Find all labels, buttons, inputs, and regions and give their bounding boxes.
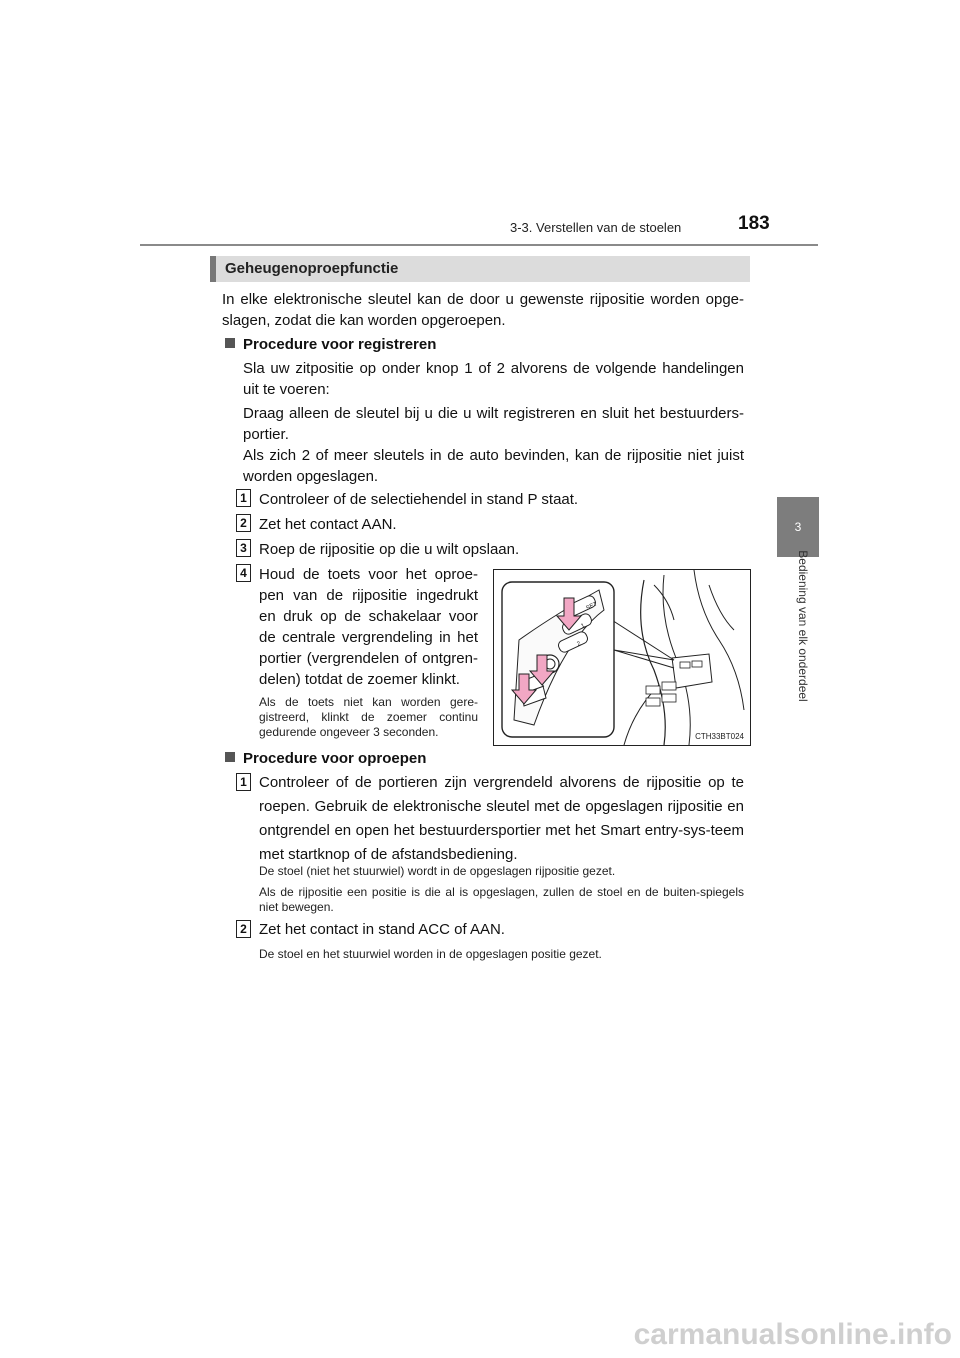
header-divider [140,244,818,246]
register-step-3-text: Roep de rijpositie op die u wilt opslaan. [259,541,520,558]
step-number-box: 4 [236,564,251,582]
set-button-label: SET [585,601,599,612]
register-para-2: Draag alleen de sleutel bij u die u wilt registreren en sluit het bestuurders-portier. [243,405,744,443]
register-step-2-text: Zet het contact AAN. [259,516,397,533]
recall-heading [225,748,426,769]
chapter-tab: 3 [777,497,819,557]
page-number: 183 [738,213,770,234]
intro-paragraph: In elke elektronische sleutel kan de door u gewenste rijpositie worden opge-slagen, zodat die kan worden opgeroepen. [222,291,744,329]
step-number-box: 1 [236,489,251,507]
register-para-3: Als zich 2 of meer sleutels in de auto bevinden, kan de rijpositie niet juist worden opgeslagen. [243,447,744,485]
bullet-square-icon [225,338,235,348]
chapter-tab-label: Bediening van elk onderdeel [796,550,810,702]
register-para-1: Sla uw zitpositie op onder knop 1 of 2 alvorens de volgende handelingen uit te voeren: [243,360,744,398]
register-note: Als de toets niet kan worden gere-gistreerd, klinkt de zoemer continu gedurende ongeveer 3 seconden. [259,695,478,739]
register-step-1-text: Controleer of de selectiehendel in stand P staat. [259,491,579,508]
step-number-box: 3 [236,539,251,557]
door-panel-drawing [494,570,750,745]
register-heading [225,334,436,355]
memory-button-1-label: 1 [580,622,586,630]
bullet-square-icon [225,752,235,762]
recall-step-1-text: Controleer of de portieren zijn vergrendeld alvorens de rijpositie op te roepen. Gebruik de elektronische sleutel met de opgeslagen rijpositie en ontgrendel en open het bestuurdersportier met het Smart entry-sys-teem met startknop of de afstandsbediening. [259,774,744,863]
section-marker [210,256,216,282]
step-number-box: 2 [236,514,251,532]
recall-note-1: De stoel (niet het stuurwiel) wordt in de opgeslagen rijpositie gezet. [259,864,616,878]
section-header-bar [210,256,750,282]
register-heading-text: Procedure voor registreren [243,336,437,353]
recall-heading-text: Procedure voor oproepen [243,750,427,767]
door-switch-panel [646,654,712,706]
step-number-box: 1 [236,773,251,791]
memory-button-2-label: 2 [576,640,582,648]
recall-step-2-text: Zet het contact in stand ACC of AAN. [259,921,505,938]
watermark: carmanualsonline.info [633,1318,952,1351]
figure-code: CTH33BT024 [695,732,744,741]
recall-note-3: De stoel en het stuurwiel worden in de opgeslagen positie gezet. [259,947,602,961]
register-step-4-text: Houd de toets voor het oproe-pen van de rijpositie ingedrukt en druk op de schakelaar voor de centrale vergrendeling in het portier (vergrendelen of ontgren-delen) totdat de zoemer klinkt. [259,566,478,688]
step-number-box: 2 [236,920,251,938]
section-title: Geheugenoproepfunctie [225,260,399,277]
recall-note-2: Als de rijpositie een positie is die al is opgeslagen, zullen de stoel en de buiten-spiegels niet bewegen. [259,885,744,914]
running-header-section: 3-3. Verstellen van de stoelen [510,220,682,235]
door-switch-illustration [493,569,751,746]
